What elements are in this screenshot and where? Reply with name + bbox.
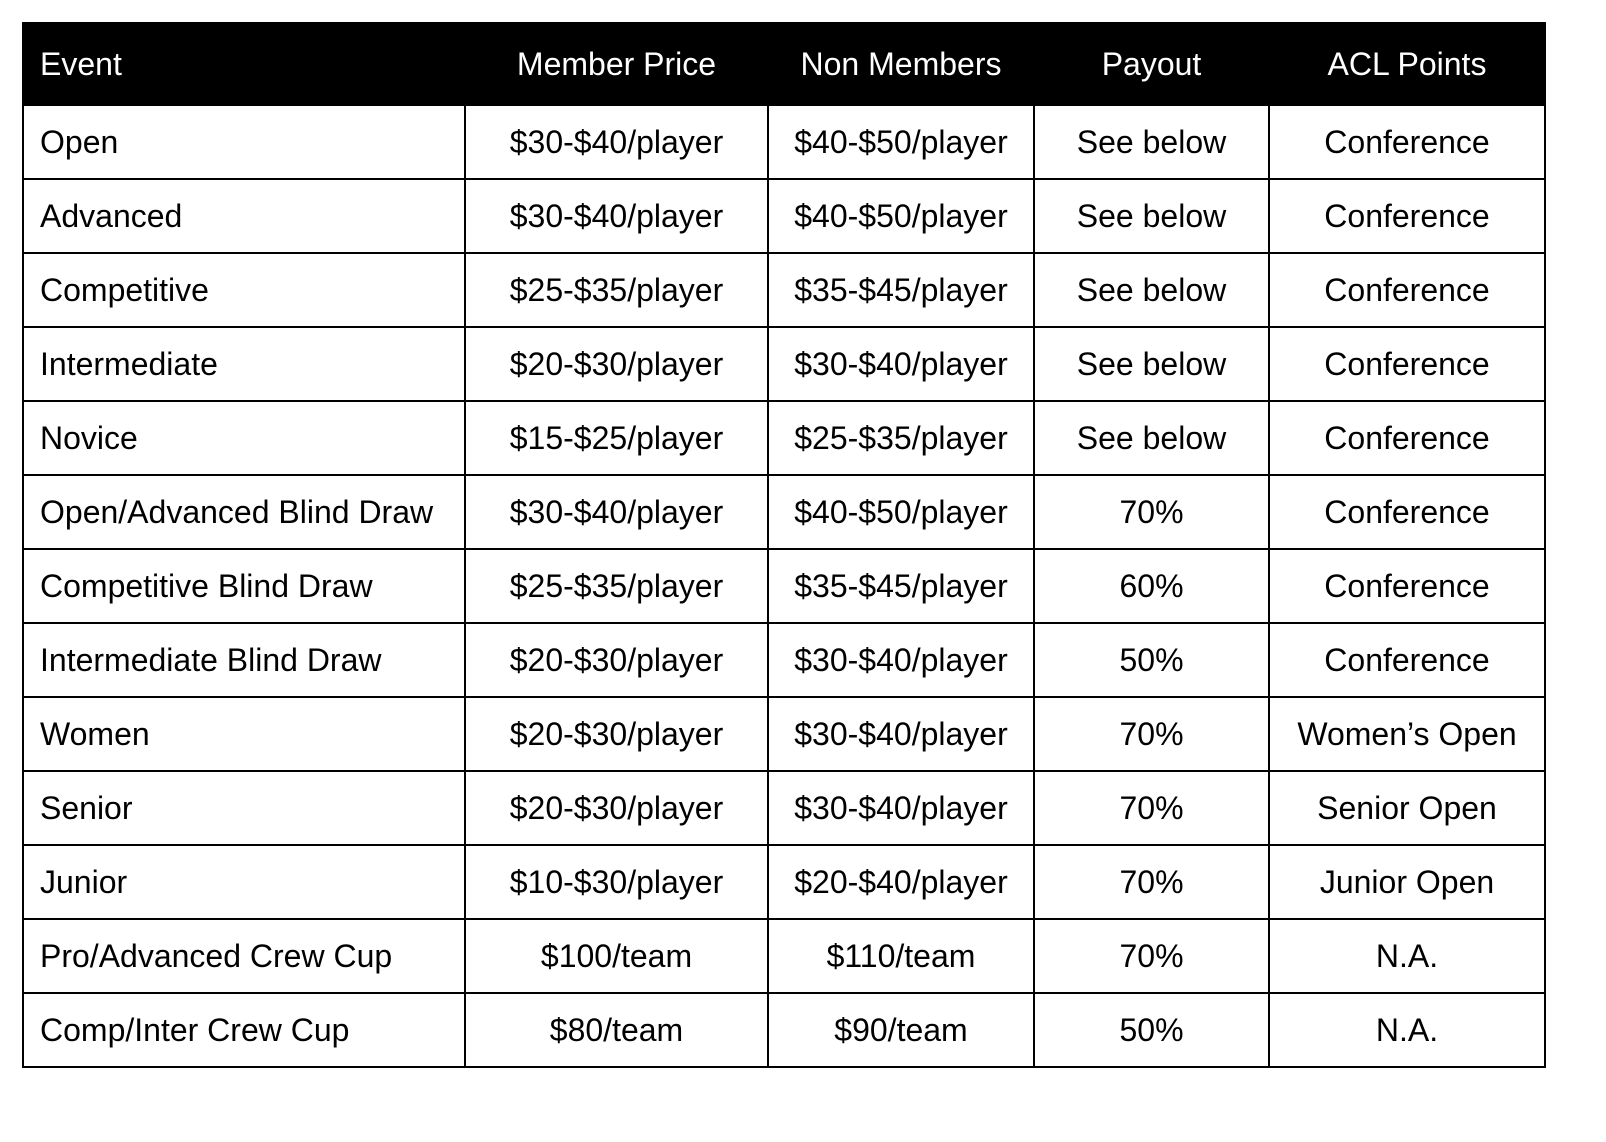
- cell-event: Open: [23, 105, 465, 179]
- cell-member-price: $25-$35/player: [465, 253, 768, 327]
- cell-member-price: $30-$40/player: [465, 179, 768, 253]
- cell-acl-points: Senior Open: [1269, 771, 1545, 845]
- cell-payout: 60%: [1034, 549, 1269, 623]
- cell-non-member-price: $30-$40/player: [768, 697, 1034, 771]
- cell-non-member-price: $35-$45/player: [768, 549, 1034, 623]
- cell-member-price: $20-$30/player: [465, 697, 768, 771]
- cell-event: Women: [23, 697, 465, 771]
- header-payout: Payout: [1034, 23, 1269, 105]
- cell-payout: 70%: [1034, 919, 1269, 993]
- cell-acl-points: N.A.: [1269, 993, 1545, 1067]
- cell-non-member-price: $35-$45/player: [768, 253, 1034, 327]
- table-header: [23, 23, 1545, 105]
- cell-acl-points: N.A.: [1269, 919, 1545, 993]
- table-row: [23, 697, 1545, 771]
- event-fee-table: [22, 22, 1546, 1068]
- header-acl-points: ACL Points: [1269, 23, 1545, 105]
- table-row: [23, 623, 1545, 697]
- cell-acl-points: Conference: [1269, 105, 1545, 179]
- cell-event: Open/Advanced Blind Draw: [23, 475, 465, 549]
- cell-payout: See below: [1034, 327, 1269, 401]
- header-member-price: Member Price: [465, 23, 768, 105]
- cell-event: Comp/Inter Crew Cup: [23, 993, 465, 1067]
- cell-acl-points: Conference: [1269, 253, 1545, 327]
- cell-event: Novice: [23, 401, 465, 475]
- table-row: [23, 179, 1545, 253]
- cell-payout: 70%: [1034, 845, 1269, 919]
- cell-event: Junior: [23, 845, 465, 919]
- cell-acl-points: Conference: [1269, 623, 1545, 697]
- cell-payout: 70%: [1034, 475, 1269, 549]
- cell-non-member-price: $90/team: [768, 993, 1034, 1067]
- cell-non-member-price: $30-$40/player: [768, 623, 1034, 697]
- cell-acl-points: Conference: [1269, 401, 1545, 475]
- cell-member-price: $10-$30/player: [465, 845, 768, 919]
- table-row: [23, 401, 1545, 475]
- cell-non-member-price: $110/team: [768, 919, 1034, 993]
- cell-event: Intermediate: [23, 327, 465, 401]
- table-row: [23, 919, 1545, 993]
- table-row: [23, 993, 1545, 1067]
- header-row: [23, 23, 1545, 105]
- cell-member-price: $30-$40/player: [465, 475, 768, 549]
- cell-member-price: $20-$30/player: [465, 327, 768, 401]
- cell-acl-points: Conference: [1269, 549, 1545, 623]
- cell-payout: See below: [1034, 253, 1269, 327]
- cell-payout: 70%: [1034, 697, 1269, 771]
- cell-non-member-price: $30-$40/player: [768, 771, 1034, 845]
- table-row: [23, 475, 1545, 549]
- cell-event: Competitive Blind Draw: [23, 549, 465, 623]
- cell-acl-points: Conference: [1269, 327, 1545, 401]
- cell-payout: See below: [1034, 401, 1269, 475]
- table-body: [23, 105, 1545, 1067]
- table-row: [23, 771, 1545, 845]
- cell-payout: See below: [1034, 179, 1269, 253]
- cell-member-price: $15-$25/player: [465, 401, 768, 475]
- cell-member-price: $30-$40/player: [465, 105, 768, 179]
- header-event: Event: [23, 23, 465, 105]
- cell-acl-points: Women’s Open: [1269, 697, 1545, 771]
- cell-event: Senior: [23, 771, 465, 845]
- cell-event: Competitive: [23, 253, 465, 327]
- table-row: [23, 253, 1545, 327]
- cell-member-price: $20-$30/player: [465, 623, 768, 697]
- table-row: [23, 845, 1545, 919]
- cell-event: Intermediate Blind Draw: [23, 623, 465, 697]
- cell-member-price: $100/team: [465, 919, 768, 993]
- cell-member-price: $80/team: [465, 993, 768, 1067]
- cell-payout: 50%: [1034, 623, 1269, 697]
- cell-non-member-price: $25-$35/player: [768, 401, 1034, 475]
- cell-member-price: $25-$35/player: [465, 549, 768, 623]
- cell-payout: 70%: [1034, 771, 1269, 845]
- cell-non-member-price: $40-$50/player: [768, 475, 1034, 549]
- header-non-members: Non Members: [768, 23, 1034, 105]
- cell-acl-points: Conference: [1269, 179, 1545, 253]
- cell-event: Pro/Advanced Crew Cup: [23, 919, 465, 993]
- cell-member-price: $20-$30/player: [465, 771, 768, 845]
- table-row: [23, 105, 1545, 179]
- cell-non-member-price: $30-$40/player: [768, 327, 1034, 401]
- cell-non-member-price: $40-$50/player: [768, 179, 1034, 253]
- cell-non-member-price: $20-$40/player: [768, 845, 1034, 919]
- cell-payout: 50%: [1034, 993, 1269, 1067]
- table-row: [23, 327, 1545, 401]
- cell-payout: See below: [1034, 105, 1269, 179]
- table-row: [23, 549, 1545, 623]
- cell-event: Advanced: [23, 179, 465, 253]
- cell-non-member-price: $40-$50/player: [768, 105, 1034, 179]
- cell-acl-points: Conference: [1269, 475, 1545, 549]
- cell-acl-points: Junior Open: [1269, 845, 1545, 919]
